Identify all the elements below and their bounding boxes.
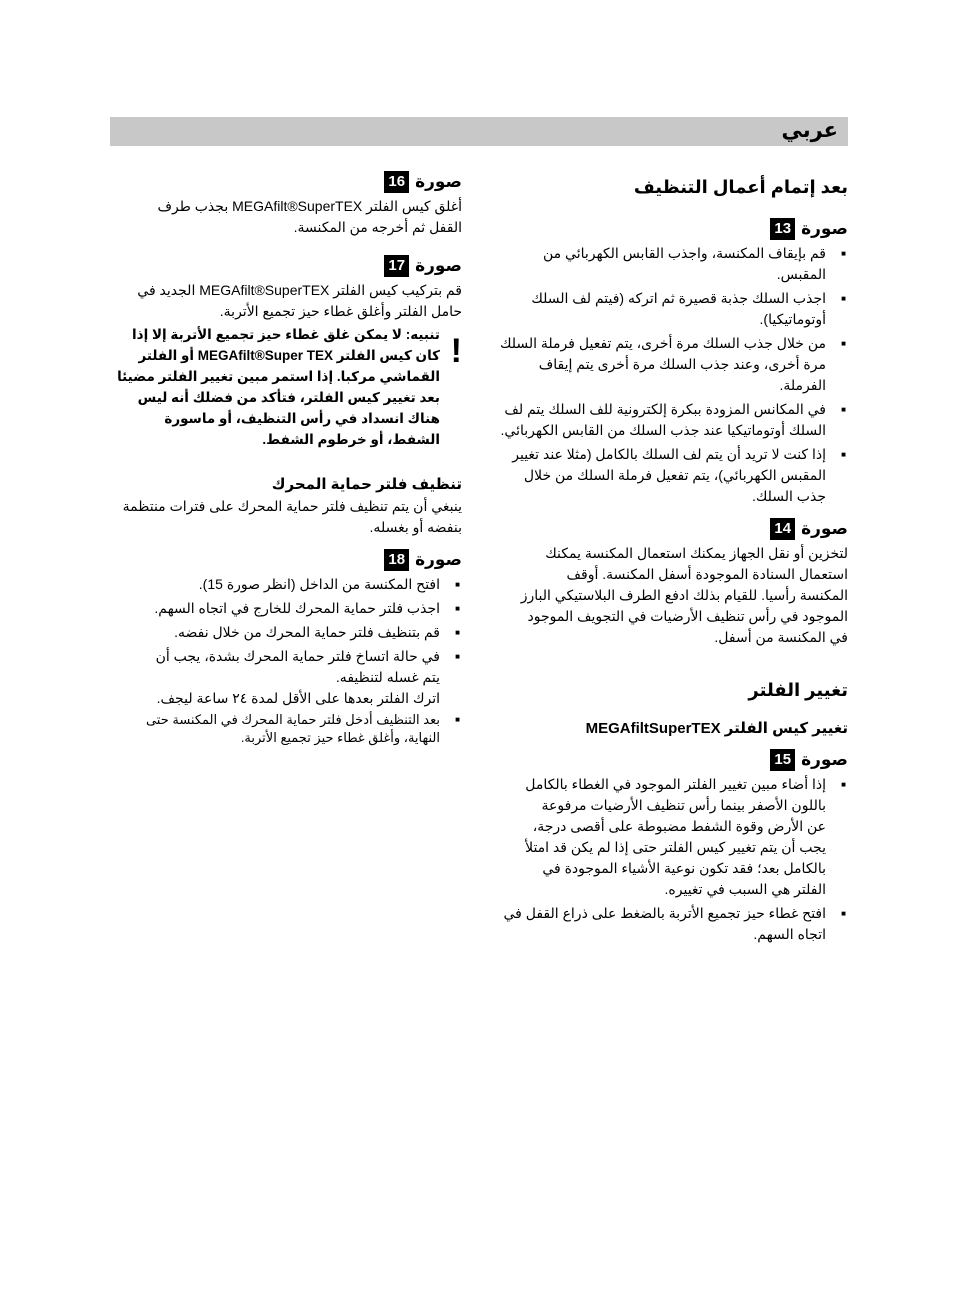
bullet-icon: ■ (455, 715, 460, 724)
figure-number-badge: 18 (384, 549, 409, 571)
fig18-list (110, 574, 462, 688)
list-item (110, 622, 462, 643)
figure-16-label (110, 170, 462, 194)
figure-label: صورة (415, 172, 462, 191)
item-text: إذا أضاء مبين تغيير الفلتر الموجود في الغطاء بالكامل باللون الأصفر بينما رأس تنظيف الأرضيات مرفوعة عن الأرض وقوة الشفط مضبوطة على أقصى درجة، يجب أن يتم تغيير كيس الفلتر حتى إذا لم يكن قد امتلأ بالكامل بعد؛ فقد تكون نوعية الأشياء الموجودة في الفلتر هي السبب في تغييره. (525, 776, 826, 897)
section-heading: تغيير الفلتر (748, 680, 848, 700)
figure-number-badge: 15 (770, 749, 795, 771)
list-item (497, 774, 848, 900)
bullet-icon: ■ (841, 405, 846, 414)
fig18-list-end (110, 711, 462, 747)
figure-label: صورة (415, 256, 462, 275)
figure-14-label (497, 517, 848, 541)
filter-change-section (497, 678, 848, 945)
header-title: عربي (781, 119, 838, 142)
figure-16-section (110, 170, 462, 238)
storage-paragraph: لتخزين أو نقل الجهاز يمكنك استعمال المكنسة يمكنك استعمال السنادة الموجودة أسفل المكنسة. أوقف المكنسة رأسيا. للقيام بذلك ادفع الطرف البلاستيكي البارز الموجود في رأس تنظيف الأرضيات في التجويف الموجود في المكنسة من أسفل. (520, 545, 848, 645)
fig13-list (497, 243, 848, 507)
list-item (497, 333, 848, 396)
warning-text: تنبيه: لا يمكن غلق غطاء حيز تجميع الأتربة إلا إذا كان كيس الفلتر MEGAfilt®Super TEX أو الفلتر القماشي مركبا. إذا استمر مبين تغيير الفلتر مضيئا بعد تغيير كيس الفلتر، فتأكد من فضلك أنه ليس هناك انسداد في رأس التنظيف، أو ماسورة الشفط، أو خرطوم الشفط. (117, 327, 440, 447)
fig16-paragraph: أغلق كيس الفلتر MEGAfilt®SuperTEX بجذب طرف القفل ثم أخرجه من المكنسة. (157, 198, 462, 235)
figure-15-label (497, 748, 848, 772)
figure-13-label (497, 217, 848, 241)
intro-paragraph: ينبغي أن يتم تنظيف فلتر حماية المحرك على فترات منتظمة بنفضه أو بغسله. (122, 498, 462, 535)
list-item (497, 288, 848, 330)
figure-label: صورة (801, 219, 848, 238)
list-item (497, 903, 848, 945)
figure-14-section (497, 517, 848, 648)
fig17-paragraph: قم بتركيب كيس الفلتر MEGAfilt®SuperTEX الجديد في حامل الفلتر وأغلق غطاء حيز تجميع الأتربة. (137, 282, 462, 319)
bullet-icon: ■ (841, 909, 846, 918)
figure-number-badge: 17 (384, 255, 409, 277)
figure-number-badge: 14 (770, 518, 795, 540)
list-item (110, 598, 462, 619)
left-column (110, 170, 462, 750)
drying-note: اترك الفلتر بعدها على الأقل لمدة ٢٤ ساعة ليجف. (156, 690, 440, 706)
figure-label: صورة (801, 750, 848, 769)
figure-17-label (110, 254, 462, 278)
figure-number-badge: 16 (384, 171, 409, 193)
list-item (497, 444, 848, 507)
warning-note (110, 324, 462, 450)
language-header-bar (110, 117, 848, 146)
item-text: قم بإيقاف المكنسة، واجذب القابس الكهربائي من المقبس. (542, 245, 826, 282)
figure-number-badge: 13 (770, 218, 795, 240)
item-text: اجذب السلك جذبة قصيرة ثم اتركه (فيتم لف السلك أوتوماتيكيا). (531, 290, 826, 327)
item-text: إذا كنت لا تريد أن يتم لف السلك بالكامل (مثلا عند تغيير المقبس الكهربائي)، يتم تفعيل فرملة السلك من خلال جذب السلك. (512, 446, 826, 504)
item-text: افتح المكنسة من الداخل (انظر صورة 15). (198, 576, 440, 592)
item-text: بعد التنظيف أدخل فلتر حماية المحرك في المكنسة حتى النهاية، وأغلق غطاء حيز تجميع الأتربة. (145, 712, 440, 745)
bullet-icon: ■ (841, 249, 846, 258)
figure-17-section (110, 254, 462, 450)
figure-label: صورة (801, 519, 848, 538)
bullet-icon: ■ (455, 652, 460, 661)
item-text: اجذب فلتر حماية المحرك للخارج في اتجاه السهم. (154, 600, 440, 616)
item-text: في حالة اتساخ فلتر حماية المحرك بشدة، يجب أن يتم غسله لتنظيفه. (155, 648, 440, 685)
motor-filter-section (110, 474, 462, 747)
figure-label: صورة (415, 550, 462, 569)
bullet-icon: ■ (455, 580, 460, 589)
bullet-icon: ■ (841, 294, 846, 303)
bullet-icon: ■ (455, 628, 460, 637)
figure-18-label (110, 548, 462, 572)
item-text: من خلال جذب السلك مرة أخرى، يتم تفعيل فرملة السلك مرة أخرى، وعند جذب السلك مرة أخرى يتم إيقاف الفرملة. (499, 335, 826, 393)
bullet-icon: ■ (841, 450, 846, 459)
item-text: في المكانس المزودة ببكرة إلكترونية للف السلك يتم لف السلك أوتوماتيكيا عند جذب السلك من القابس الكهربائي. (500, 401, 826, 438)
section-heading: بعد إتمام أعمال التنظيف (633, 177, 848, 197)
after-cleaning-section (497, 175, 848, 507)
bullet-icon: ■ (841, 339, 846, 348)
fig15-list (497, 774, 848, 945)
list-item (110, 646, 462, 688)
list-item (110, 711, 462, 747)
subsection-heading: تغيير كيس الفلتر MEGAfiltSuperTEX (585, 720, 848, 737)
list-item (497, 399, 848, 441)
item-text: افتح غطاء حيز تجميع الأتربة بالضغط على ذراع القفل في اتجاه السهم. (503, 905, 826, 942)
item-text: قم بتنظيف فلتر حماية المحرك من خلال نفضه. (174, 624, 440, 640)
right-column (497, 175, 848, 948)
bullet-icon: ■ (455, 604, 460, 613)
exclamation-icon: ! (450, 332, 462, 370)
section-heading: تنظيف فلتر حماية المحرك (271, 476, 462, 493)
bullet-icon: ■ (841, 780, 846, 789)
list-item (110, 574, 462, 595)
list-item (497, 243, 848, 285)
